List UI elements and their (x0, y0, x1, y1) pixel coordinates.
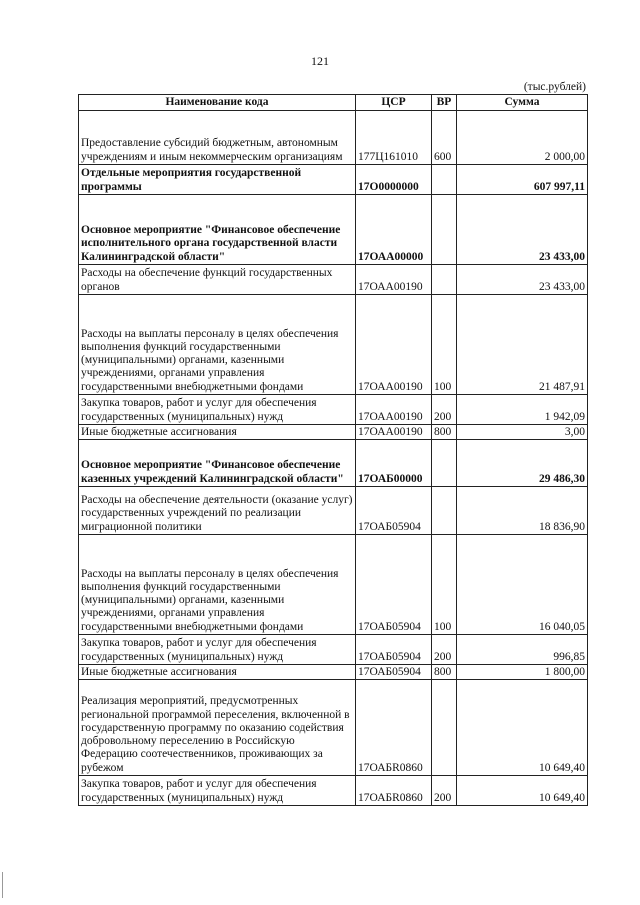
row-vr (432, 265, 457, 295)
table-row (79, 680, 588, 776)
row-vr (432, 487, 457, 535)
row-sum: 18 836,90 (457, 487, 588, 535)
table-row (79, 111, 588, 165)
row-vr (432, 680, 457, 776)
row-name: Расходы на обеспечение функций государственных органов (79, 265, 356, 295)
table-row (79, 776, 588, 806)
row-name: Закупка товаров, работ и услуг для обеспечения государственных (муниципальных) нужд (79, 635, 356, 665)
row-sum: 23 433,00 (457, 265, 588, 295)
row-name: Расходы на обеспечение деятельности (оказание услуг) государственных учреждений по реализации миграционной политики (79, 487, 356, 535)
table-row (79, 295, 588, 395)
row-sum: 1 942,09 (457, 395, 588, 425)
row-vr (432, 165, 457, 195)
row-sum: 29 486,30 (457, 440, 588, 487)
row-name: Предоставление субсидий бюджетным, автономным учреждениям и иным некоммерческим организациям (79, 111, 356, 165)
row-vr: 800 (432, 665, 457, 680)
row-csr: 17О0000000 (356, 165, 432, 195)
header-csr: ЦСР (356, 95, 432, 111)
row-sum: 2 000,00 (457, 111, 588, 165)
row-sum: 10 649,40 (457, 680, 588, 776)
row-sum: 21 487,91 (457, 295, 588, 395)
table-row (79, 395, 588, 425)
row-name: Иные бюджетные ассигнования (79, 425, 356, 440)
row-csr: 177Ц161010 (356, 111, 432, 165)
row-vr: 100 (432, 295, 457, 395)
row-name: Расходы на выплаты персоналу в целях обеспечения выполнения функций государственными (муниципальными) органами, казенными учреждениями, органами управления государственными внебюджетными фондами (79, 295, 356, 395)
row-vr (432, 195, 457, 265)
table-row (79, 635, 588, 665)
table-row (79, 165, 588, 195)
row-name: Основное мероприятие "Финансовое обеспечение исполнительного органа государственной власти Калининградской области" (79, 195, 356, 265)
row-vr (432, 440, 457, 487)
row-csr: 17ОАБ00000 (356, 440, 432, 487)
row-vr: 800 (432, 425, 457, 440)
row-sum: 607 997,11 (457, 165, 588, 195)
row-vr: 600 (432, 111, 457, 165)
row-name: Основное мероприятие "Финансовое обеспечение казенных учреждений Калининградской области" (79, 440, 356, 487)
units-label: (тыс.рублей) (523, 81, 586, 93)
row-sum: 996,85 (457, 635, 588, 665)
row-csr: 17ОАБ05904 (356, 635, 432, 665)
row-name: Отдельные мероприятия государственной программы (79, 165, 356, 195)
header-name: Наименование кода (79, 95, 356, 111)
row-name: Закупка товаров, работ и услуг для обеспечения государственных (муниципальных) нужд (79, 395, 356, 425)
table-header-row (79, 95, 588, 111)
row-name: Реализация мероприятий, предусмотренных региональной программой переселения, включенной в государственную программу по оказанию содействия добровольному переселению в Российскую Федерацию соотечественников, проживающих за рубежом (79, 680, 356, 776)
row-name: Иные бюджетные ассигнования (79, 665, 356, 680)
table-row (79, 425, 588, 440)
row-sum: 23 433,00 (457, 195, 588, 265)
row-csr: 17ОАБ05904 (356, 535, 432, 635)
row-csr: 17ОАА00190 (356, 425, 432, 440)
row-csr: 17ОАБ05904 (356, 487, 432, 535)
row-name: Расходы на выплаты персоналу в целях обеспечения выполнения функций государственными (муниципальными) органами, казенными учреждениями, органами управления государственными внебюджетными фондами (79, 535, 356, 635)
row-vr: 200 (432, 395, 457, 425)
row-sum: 16 040,05 (457, 535, 588, 635)
row-sum: 1 800,00 (457, 665, 588, 680)
row-csr: 17ОАБR0860 (356, 680, 432, 776)
row-csr: 17ОАА00000 (356, 195, 432, 265)
header-vr: ВР (432, 95, 457, 111)
row-csr: 17ОАА00190 (356, 395, 432, 425)
row-csr: 17ОАБR0860 (356, 776, 432, 806)
row-csr: 17ОАА00190 (356, 265, 432, 295)
table-row (79, 265, 588, 295)
row-csr: 17ОАБ05904 (356, 665, 432, 680)
table-row (79, 440, 588, 487)
table-row (79, 535, 588, 635)
row-vr: 100 (432, 535, 457, 635)
row-sum: 3,00 (457, 425, 588, 440)
row-vr: 200 (432, 635, 457, 665)
row-sum: 10 649,40 (457, 776, 588, 806)
table-row (79, 665, 588, 680)
table-row (79, 487, 588, 535)
page-number: 121 (311, 54, 329, 68)
row-csr: 17ОАА00190 (356, 295, 432, 395)
scan-edge-mark (2, 872, 3, 898)
header-sum: Сумма (457, 95, 588, 111)
table-row (79, 195, 588, 265)
row-name: Закупка товаров, работ и услуг для обеспечения государственных (муниципальных) нужд (79, 776, 356, 806)
row-vr: 200 (432, 776, 457, 806)
budget-table (78, 94, 588, 806)
